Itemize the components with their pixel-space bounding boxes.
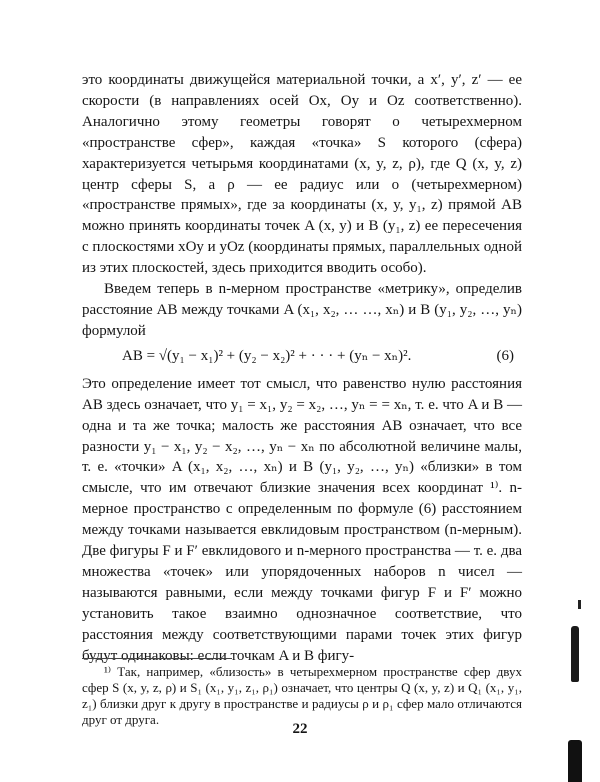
footnote-text: ¹⁾ Так, например, «близость» в четырехмерном пространстве сфер двух сфер S (x, y, z, ρ) и S₁ (x₁, y₁, z₁, ρ₁) означает, что центры Q (x, y, z) и Q₁ (x₁, y₁, z₁) близки друг к другу в пространстве и радиусы ρ и ρ₁ сфер мало отличаются друг от друга. bbox=[82, 664, 522, 727]
footnote-rule bbox=[82, 658, 232, 659]
formula-number: (6) bbox=[496, 347, 514, 364]
paragraph-definition: Это определение имеет тот смысл, что равенство нулю расстояния AB здесь означает, что y₁ = x₁, y₂ = x₂, …, yₙ = = xₙ, т. е. что A и B — одна и та же точка; малость же расстояния AB означает, что все разности y₁ − x₁, y₂ − x₂, …, yₙ − xₙ по абсолютной величине малы, т. е. «точки» A (x₁, x₂, …, xₙ) и B (y₁, y₂, …, yₙ) «близки» в том смысле, что им отвечают близкие значения всех координат ¹⁾. n-мерное пространство с определенным по формуле (6) расстоянием между точками называется евклидовым пространством (n-мерным). Две фигуры F и F′ евклидового и n-мерного пространства — т. е. два множества «точек» или упорядоченных наборов n чисел — называются равными, если между точками фигур F и F′ можно установить такое взаимно однозначное соответствие, что расстояния между соответствующими парами точек этих фигур будут одинаковы: если точкам A и B фигу- bbox=[82, 375, 522, 664]
footnote-block bbox=[82, 658, 522, 728]
distance-formula bbox=[82, 343, 522, 370]
main-text bbox=[82, 70, 522, 666]
scan-artifact-mark bbox=[578, 600, 581, 609]
paragraph-coordinates: это координаты движущейся материальной точки, а x′, y′, z′ — ее скорости (в направлениях осей Ox, Oy и Oz соответственно). Аналогично этому геометры говорят о четырехмерном «пространстве сфер», каждая «точка» S которого (сфера) характеризуется четырьмя координатами (x, y, z, ρ), где Q (x, y, z) центр сферы S, а ρ — ее радиус или о (четырехмерном) «пространстве прямых», где за координаты (x, y, y₁, z) прямой AB можно принять координаты точек A (x, y) и B (y₁, z) ее пересечения с плоскостями xOy и yOz (координаты прямых, параллельных одной из этих плоскостей, здесь приходится вводить особо). bbox=[82, 72, 522, 277]
page-number: 22 bbox=[292, 721, 308, 737]
paragraph-metric: Введем теперь в n-мерном пространстве «метрику», определив расстояние AB между точками A (x₁, x₂, … …, xₙ) и B (y₁, y₂, …, yₙ) формулой bbox=[82, 281, 522, 339]
formula-text: AB = √(y₁ − x₁)² + (y₂ − x₂)² + · · · + (yₙ − xₙ)². bbox=[122, 347, 412, 364]
scan-artifact-mark bbox=[568, 740, 582, 782]
scan-artifact-mark bbox=[571, 626, 579, 682]
